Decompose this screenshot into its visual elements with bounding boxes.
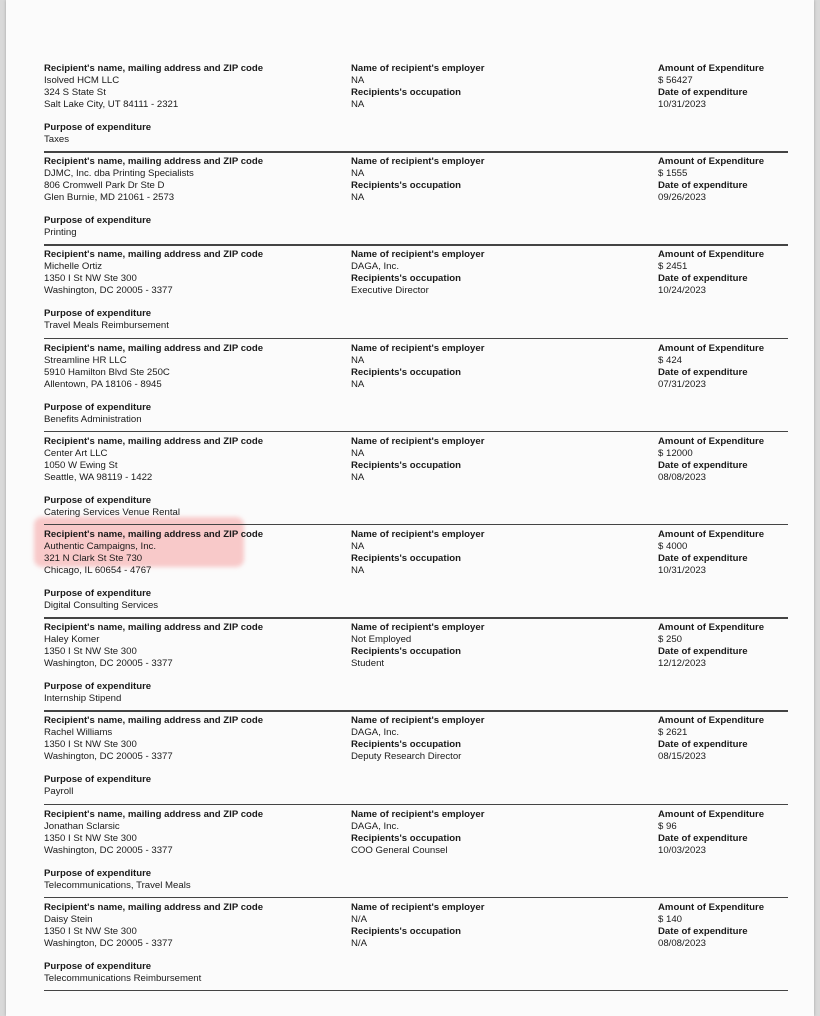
purpose-value: Digital Consulting Services [44,599,159,611]
amount-value: $ 250 [658,634,683,646]
recipient-address-line1: 324 S State St [44,87,106,98]
amount-value: $ 12000 [658,447,693,459]
recipient-label: Recipient's name, mailing address and ZIP code [44,715,264,727]
amount-value: $ 56427 [658,75,693,86]
recipient-address-line2: Seattle, WA 98119 - 1422 [44,471,153,483]
amount-value: $ 4000 [658,540,688,552]
occupation-value: NA [351,192,365,204]
employer-label: Name of recipient's employer [351,622,485,634]
occupation-value: Executive Director [351,285,429,297]
date-value: 08/15/2023 [658,751,707,763]
recipient-label: Recipient's name, mailing address and ZIP code [44,528,264,540]
amount-value: $ 2451 [658,261,688,273]
date-value: 12/12/2023 [658,658,707,670]
separator-rule [44,431,788,432]
amount-label: Amount of Expenditure [658,249,765,261]
separator-rule [44,524,788,525]
date-label: Date of expenditure [658,459,748,471]
separator-rule [44,804,788,805]
recipient-column [44,436,334,484]
occupation-label: Recipients's occupation [351,273,461,285]
employer-label: Name of recipient's employer [351,808,485,820]
date-label: Date of expenditure [658,87,748,98]
recipient-address-line1: 1350 I St NW Ste 300 [44,925,137,937]
date-value: 07/31/2023 [658,378,707,390]
occupation-label: Recipients's occupation [351,832,461,844]
employer-label: Name of recipient's employer [351,715,485,727]
recipient-address-line1: 1350 I St NW Ste 300 [44,832,137,844]
recipient-label: Recipient's name, mailing address and ZIP code [44,63,264,74]
purpose-block [44,402,151,426]
purpose-block [44,495,180,519]
recipient-name: Rachel Williams [44,727,113,739]
amount-label: Amount of Expenditure [658,342,765,354]
amount-label: Amount of Expenditure [658,715,765,727]
employer-label: Name of recipient's employer [351,901,485,913]
purpose-label: Purpose of expenditure [44,122,152,133]
date-value: 10/03/2023 [658,844,707,856]
amount-value: $ 2621 [658,727,688,739]
recipient-address-line1: 1350 I St NW Ste 300 [44,739,137,751]
recipient-label: Recipient's name, mailing address and ZIP code [44,249,264,261]
recipient-column [44,622,334,670]
employer-column [351,715,631,763]
employer-value: NA [351,354,365,366]
amount-column [658,249,808,297]
occupation-label: Recipients's occupation [351,552,461,564]
date-label: Date of expenditure [658,273,748,285]
amount-column [658,156,808,204]
amount-column [658,809,808,857]
recipient-label: Recipient's name, mailing address and ZIP code [44,901,264,913]
expenditure-record [6,433,814,526]
recipient-column [44,529,334,577]
date-label: Date of expenditure [658,180,748,192]
recipient-address-line2: Chicago, IL 60654 - 4767 [44,564,152,576]
recipient-name: Isolved HCM LLC [44,75,120,86]
separator-rule [44,617,788,618]
occupation-value: COO General Counsel [351,844,448,856]
amount-label: Amount of Expenditure [658,528,765,540]
separator-rule [44,897,788,898]
amount-value: $ 96 [658,820,677,832]
amount-label: Amount of Expenditure [658,156,765,168]
expenditure-record [6,60,814,153]
purpose-value: Payroll [44,786,74,798]
date-label: Date of expenditure [658,832,748,844]
separator-rule [44,338,788,339]
amount-column [658,902,808,950]
purpose-label: Purpose of expenditure [44,401,152,413]
occupation-value: N/A [351,937,367,949]
occupation-value: Deputy Research Director [351,751,462,763]
date-label: Date of expenditure [658,552,748,564]
purpose-block [44,868,191,892]
amount-label: Amount of Expenditure [658,901,765,913]
employer-column [351,902,631,950]
date-label: Date of expenditure [658,925,748,937]
expenditure-records [6,60,814,992]
amount-column [658,715,808,763]
date-value: 08/08/2023 [658,471,707,483]
purpose-label: Purpose of expenditure [44,215,152,227]
expenditure-record [6,153,814,246]
amount-column [658,622,808,670]
document-page [6,0,814,1016]
amount-label: Amount of Expenditure [658,808,765,820]
recipient-name: Michelle Ortiz [44,261,103,273]
employer-column [351,529,631,577]
purpose-value: Benefits Administration [44,413,142,425]
expenditure-record [6,619,814,712]
purpose-block [44,774,151,798]
date-label: Date of expenditure [658,739,748,751]
employer-value: DAGA, Inc. [351,727,399,739]
recipient-address-line1: 1050 W Ewing St [44,459,118,471]
recipient-name: Daisy Stein [44,913,93,925]
amount-label: Amount of Expenditure [658,435,765,447]
date-value: 10/31/2023 [658,564,707,576]
date-label: Date of expenditure [658,366,748,378]
recipient-address-line1: 5910 Hamilton Blvd Ste 250C [44,366,170,378]
recipient-name: DJMC, Inc. dba Printing Specialists [44,168,194,180]
occupation-label: Recipients's occupation [351,646,461,658]
purpose-label: Purpose of expenditure [44,867,152,879]
employer-label: Name of recipient's employer [351,63,485,74]
recipient-column [44,249,334,297]
employer-label: Name of recipient's employer [351,249,485,261]
recipient-address-line1: 321 N Clark St Ste 730 [44,552,143,564]
purpose-value: Travel Meals Reimbursement [44,320,169,332]
employer-value: DAGA, Inc. [351,261,399,273]
recipient-column [44,715,334,763]
purpose-label: Purpose of expenditure [44,681,152,693]
occupation-value: Student [351,658,385,670]
employer-value: N/A [351,913,367,925]
occupation-label: Recipients's occupation [351,180,461,192]
purpose-label: Purpose of expenditure [44,774,152,786]
amount-column [658,343,808,391]
amount-label: Amount of Expenditure [658,63,765,74]
employer-column [351,436,631,484]
employer-value: NA [351,540,365,552]
separator-rule [44,244,788,245]
recipient-address-line2: Allentown, PA 18106 - 8945 [44,378,162,390]
employer-column [351,809,631,857]
purpose-value: Taxes [44,134,70,145]
purpose-value: Telecommunications, Travel Meals [44,879,191,891]
occupation-value: NA [351,471,365,483]
date-value: 09/26/2023 [658,192,707,204]
occupation-value: NA [351,378,365,390]
employer-label: Name of recipient's employer [351,156,485,168]
recipient-label: Recipient's name, mailing address and ZIP code [44,622,264,634]
amount-column [658,529,808,577]
employer-value: NA [351,447,365,459]
occupation-label: Recipients's occupation [351,925,461,937]
expenditure-record [6,340,814,433]
purpose-block [44,588,158,612]
purpose-value: Catering Services Venue Rental [44,506,180,518]
purpose-block [44,308,169,332]
purpose-block [44,681,151,705]
recipient-name: Streamline HR LLC [44,354,127,366]
separator-rule [44,710,788,711]
amount-column [658,63,808,111]
recipient-address-line2: Washington, DC 20005 - 3377 [44,751,173,763]
recipient-name: Center Art LLC [44,447,108,459]
purpose-value: Printing [44,227,77,239]
employer-label: Name of recipient's employer [351,528,485,540]
employer-column [351,622,631,670]
purpose-block [44,215,151,239]
recipient-label: Recipient's name, mailing address and ZIP code [44,342,264,354]
date-value: 10/31/2023 [658,99,707,110]
recipient-name: Haley Komer [44,634,100,646]
separator-rule [44,990,788,991]
date-label: Date of expenditure [658,646,748,658]
occupation-label: Recipients's occupation [351,87,461,98]
purpose-value: Internship Stipend [44,693,122,705]
expenditure-record [6,526,814,619]
recipient-address-line2: Washington, DC 20005 - 3377 [44,844,173,856]
amount-value: $ 140 [658,913,683,925]
expenditure-record [6,712,814,805]
recipient-address-line1: 806 Cromwell Park Dr Ste D [44,180,165,192]
recipient-column [44,63,334,111]
recipient-address-line2: Washington, DC 20005 - 3377 [44,285,173,297]
recipient-address-line2: Washington, DC 20005 - 3377 [44,937,173,949]
employer-label: Name of recipient's employer [351,342,485,354]
recipient-address-line2: Washington, DC 20005 - 3377 [44,658,173,670]
purpose-label: Purpose of expenditure [44,960,152,972]
recipient-label: Recipient's name, mailing address and ZIP code [44,808,264,820]
recipient-column [44,343,334,391]
recipient-address-line1: 1350 I St NW Ste 300 [44,273,137,285]
expenditure-record [6,806,814,899]
occupation-label: Recipients's occupation [351,739,461,751]
date-value: 08/08/2023 [658,937,707,949]
recipient-address-line1: 1350 I St NW Ste 300 [44,646,137,658]
purpose-block [44,961,201,985]
employer-label: Name of recipient's employer [351,435,485,447]
separator-rule [44,151,788,152]
expenditure-record [6,899,814,992]
recipient-column [44,156,334,204]
occupation-label: Recipients's occupation [351,366,461,378]
date-value: 10/24/2023 [658,285,707,297]
occupation-value: NA [351,99,365,110]
purpose-label: Purpose of expenditure [44,494,152,506]
recipient-address-line2: Glen Burnie, MD 21061 - 2573 [44,192,175,204]
purpose-label: Purpose of expenditure [44,308,152,320]
employer-column [351,343,631,391]
recipient-column [44,902,334,950]
amount-value: $ 1555 [658,168,688,180]
recipient-address-line2: Salt Lake City, UT 84111 - 2321 [44,99,179,110]
recipient-label: Recipient's name, mailing address and ZIP code [44,156,264,168]
expenditure-record [6,246,814,339]
recipient-name: Jonathan Sclarsic [44,820,120,832]
occupation-value: NA [351,564,365,576]
purpose-label: Purpose of expenditure [44,587,152,599]
employer-value: DAGA, Inc. [351,820,399,832]
amount-column [658,436,808,484]
recipient-name: Authentic Campaigns, Inc. [44,540,156,552]
occupation-label: Recipients's occupation [351,459,461,471]
purpose-value: Telecommunications Reimbursement [44,972,202,984]
employer-value: Not Employed [351,634,412,646]
purpose-block [44,122,151,146]
employer-value: NA [351,75,365,86]
amount-label: Amount of Expenditure [658,622,765,634]
recipient-column [44,809,334,857]
employer-column [351,156,631,204]
employer-column [351,63,631,111]
amount-value: $ 424 [658,354,683,366]
employer-column [351,249,631,297]
recipient-label: Recipient's name, mailing address and ZIP code [44,435,264,447]
employer-value: NA [351,168,365,180]
